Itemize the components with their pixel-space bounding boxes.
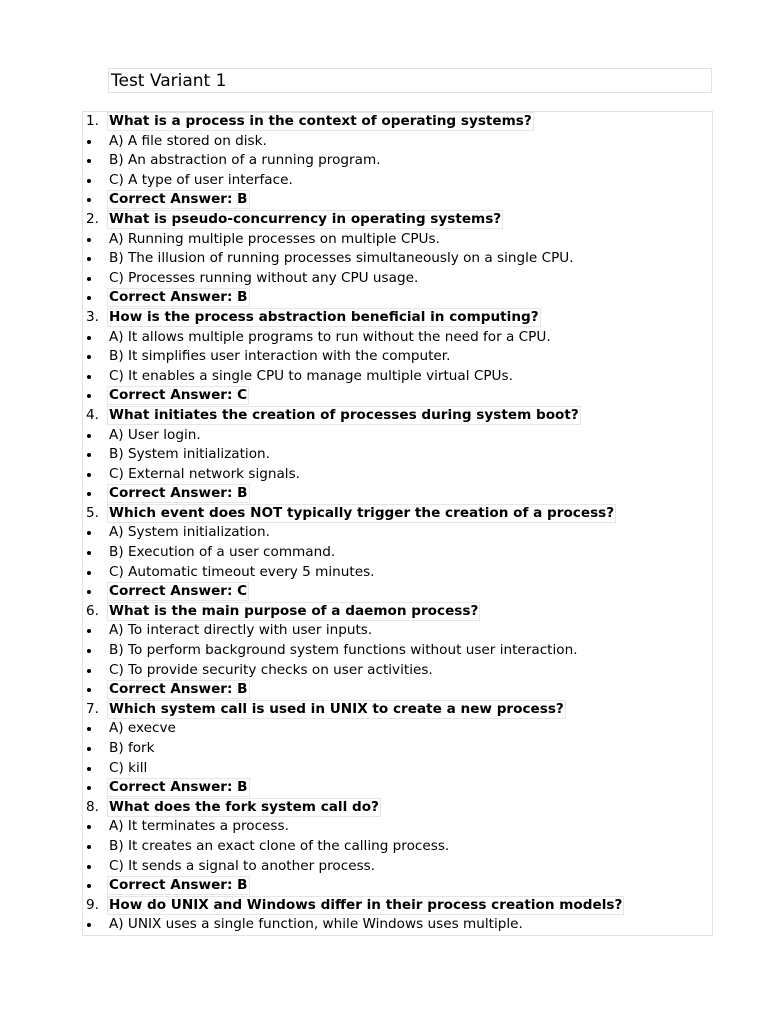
answer-text-wrap — [109, 484, 250, 504]
question-text-wrap — [109, 896, 624, 916]
answer-text-wrap — [109, 386, 249, 406]
answer-option-item — [82, 915, 713, 935]
question-text-wrap — [109, 798, 381, 818]
option-text: A) execve — [109, 720, 176, 737]
answer-text: Correct Answer: B — [109, 289, 248, 306]
answer-option-item — [82, 563, 713, 583]
option-text: C) External network signals. — [109, 465, 300, 482]
answer-option-item — [82, 269, 713, 289]
bullet-icon — [87, 492, 91, 496]
answer-text: Correct Answer: B — [109, 779, 248, 796]
answer-option-item — [82, 719, 713, 739]
question-number: 9. — [86, 896, 99, 913]
bullet-icon — [87, 825, 91, 829]
answer-option-item — [82, 426, 713, 446]
answer-option-item — [82, 367, 713, 387]
bullet-icon — [87, 238, 91, 242]
correct-answer-item — [82, 190, 713, 210]
option-text: C) It enables a single CPU to manage multiple virtual CPUs. — [109, 367, 513, 384]
option-text: C) It sends a signal to another process. — [109, 857, 376, 874]
question-text: What is the main purpose of a daemon process? — [109, 602, 479, 619]
question-list — [82, 112, 713, 935]
bullet-icon — [87, 257, 91, 261]
title-box — [108, 68, 712, 93]
answer-option-item — [82, 857, 713, 877]
option-text: B) System initialization. — [109, 446, 270, 463]
bullet-icon — [87, 551, 91, 555]
answer-option-item — [82, 759, 713, 779]
question-text: What is pseudo-concurrency in operating systems? — [109, 210, 502, 227]
bullet-icon — [87, 767, 91, 771]
question-text: How is the process abstraction beneficial in computing? — [109, 308, 539, 325]
option-text: B) It simplifies user interaction with the computer. — [109, 348, 451, 365]
page-title: Test Variant 1 — [111, 71, 227, 91]
answer-text-wrap — [109, 582, 249, 602]
answer-text-wrap — [109, 778, 250, 798]
question-text: Which system call is used in UNIX to create a new process? — [109, 700, 564, 717]
option-text: C) A type of user interface. — [109, 171, 293, 188]
bullet-icon — [87, 296, 91, 300]
answer-option-item — [82, 739, 713, 759]
answer-option-item — [82, 523, 713, 543]
answer-option-item — [82, 641, 713, 661]
bullet-icon — [87, 923, 91, 927]
answer-text: Correct Answer: B — [109, 877, 248, 894]
answer-text-wrap — [109, 288, 250, 308]
bullet-icon — [87, 747, 91, 751]
option-text: B) It creates an exact clone of the calling process. — [109, 837, 450, 854]
question-item — [82, 700, 713, 720]
bullet-icon — [87, 571, 91, 575]
option-text: C) kill — [109, 759, 148, 776]
question-number: 5. — [86, 504, 99, 521]
question-item — [82, 798, 713, 818]
answer-text-wrap — [109, 190, 250, 210]
bullet-icon — [87, 277, 91, 281]
question-number: 1. — [86, 113, 99, 129]
option-text: C) Automatic timeout every 5 minutes. — [109, 563, 375, 580]
question-text-wrap — [109, 406, 581, 426]
bullet-icon — [87, 727, 91, 731]
question-number: 8. — [86, 798, 99, 815]
answer-text: Correct Answer: C — [109, 583, 248, 600]
option-text: B) fork — [109, 740, 155, 756]
answer-text: Correct Answer: B — [109, 485, 248, 502]
bullet-icon — [87, 884, 91, 888]
bullet-icon — [87, 355, 91, 359]
answer-option-item — [82, 837, 713, 857]
bullet-icon — [87, 179, 91, 183]
answer-text-wrap — [109, 876, 250, 896]
option-text: B) The illusion of running processes simultaneously on a single CPU. — [109, 250, 574, 267]
bullet-icon — [87, 434, 91, 438]
question-item — [82, 406, 713, 426]
answer-option-item — [82, 621, 713, 641]
question-text-wrap — [109, 504, 616, 524]
correct-answer-item — [82, 680, 713, 700]
bullet-icon — [87, 140, 91, 144]
option-text: C) To provide security checks on user activities. — [109, 661, 433, 678]
question-number: 2. — [86, 210, 99, 227]
bullet-icon — [87, 453, 91, 457]
answer-option-item — [82, 661, 713, 681]
question-text: How do UNIX and Windows differ in their process creation models? — [109, 896, 623, 913]
answer-option-item — [82, 543, 713, 563]
question-text-wrap — [109, 700, 566, 720]
option-text: B) An abstraction of a running program. — [109, 152, 381, 169]
question-text: What initiates the creation of processes during system boot? — [109, 406, 579, 423]
bullet-icon — [87, 531, 91, 535]
answer-option-item — [82, 465, 713, 485]
bullet-icon — [87, 590, 91, 594]
option-text: B) To perform background system functions without user interaction. — [109, 642, 578, 659]
option-text: A) A file stored on disk. — [109, 132, 267, 149]
answer-option-item — [82, 445, 713, 465]
answer-option-item — [82, 151, 713, 171]
question-item — [82, 210, 713, 230]
question-text-wrap — [109, 210, 503, 230]
bullet-icon — [87, 669, 91, 673]
question-text: What is a process in the context of operating systems? — [109, 113, 532, 129]
bullet-icon — [87, 786, 91, 790]
bullet-icon — [87, 865, 91, 869]
bullet-icon — [87, 394, 91, 398]
option-text: A) System initialization. — [109, 524, 270, 541]
question-text: What does the fork system call do? — [109, 798, 379, 815]
question-text: Which event does NOT typically trigger the creation of a process? — [109, 504, 615, 521]
question-number: 6. — [86, 602, 99, 619]
bullet-icon — [87, 629, 91, 633]
answer-text: Correct Answer: B — [109, 191, 248, 208]
answer-option-item — [82, 249, 713, 269]
option-text: C) Processes running without any CPU usage. — [109, 269, 419, 286]
question-item — [82, 896, 713, 916]
question-text-wrap — [109, 308, 541, 328]
option-text: A) It allows multiple programs to run without the need for a CPU. — [109, 328, 551, 345]
bullet-icon — [87, 198, 91, 202]
answer-option-item — [82, 171, 713, 191]
answer-option-item — [82, 328, 713, 348]
answer-text: Correct Answer: B — [109, 681, 248, 698]
bullet-icon — [87, 845, 91, 849]
option-text: A) Running multiple processes on multiple CPUs. — [109, 230, 440, 247]
bullet-icon — [87, 336, 91, 340]
answer-text-wrap — [109, 680, 250, 700]
correct-answer-item — [82, 386, 713, 406]
question-number: 7. — [86, 700, 99, 717]
bullet-icon — [87, 159, 91, 163]
question-item — [82, 308, 713, 328]
answer-option-item — [82, 347, 713, 367]
question-item — [82, 504, 713, 524]
question-item — [82, 602, 713, 622]
answer-option-item — [82, 230, 713, 250]
correct-answer-item — [82, 484, 713, 504]
bullet-icon — [87, 688, 91, 692]
answer-option-item — [82, 817, 713, 837]
bullet-icon — [87, 473, 91, 477]
option-text: A) To interact directly with user inputs. — [109, 622, 373, 639]
correct-answer-item — [82, 778, 713, 798]
bullet-icon — [87, 375, 91, 379]
correct-answer-item — [82, 288, 713, 308]
option-text: A) User login. — [109, 426, 201, 443]
correct-answer-item — [82, 876, 713, 896]
correct-answer-item — [82, 582, 713, 602]
answer-text: Correct Answer: C — [109, 387, 248, 404]
question-number: 3. — [86, 308, 99, 325]
option-text: B) Execution of a user command. — [109, 544, 336, 561]
question-item — [82, 112, 713, 132]
option-text: A) UNIX uses a single function, while Windows uses multiple. — [109, 916, 523, 933]
answer-option-item — [82, 132, 713, 152]
option-text: A) It terminates a process. — [109, 818, 289, 835]
question-text-wrap — [109, 112, 534, 132]
question-text-wrap — [109, 602, 480, 622]
bullet-icon — [87, 649, 91, 653]
question-number: 4. — [86, 406, 99, 423]
